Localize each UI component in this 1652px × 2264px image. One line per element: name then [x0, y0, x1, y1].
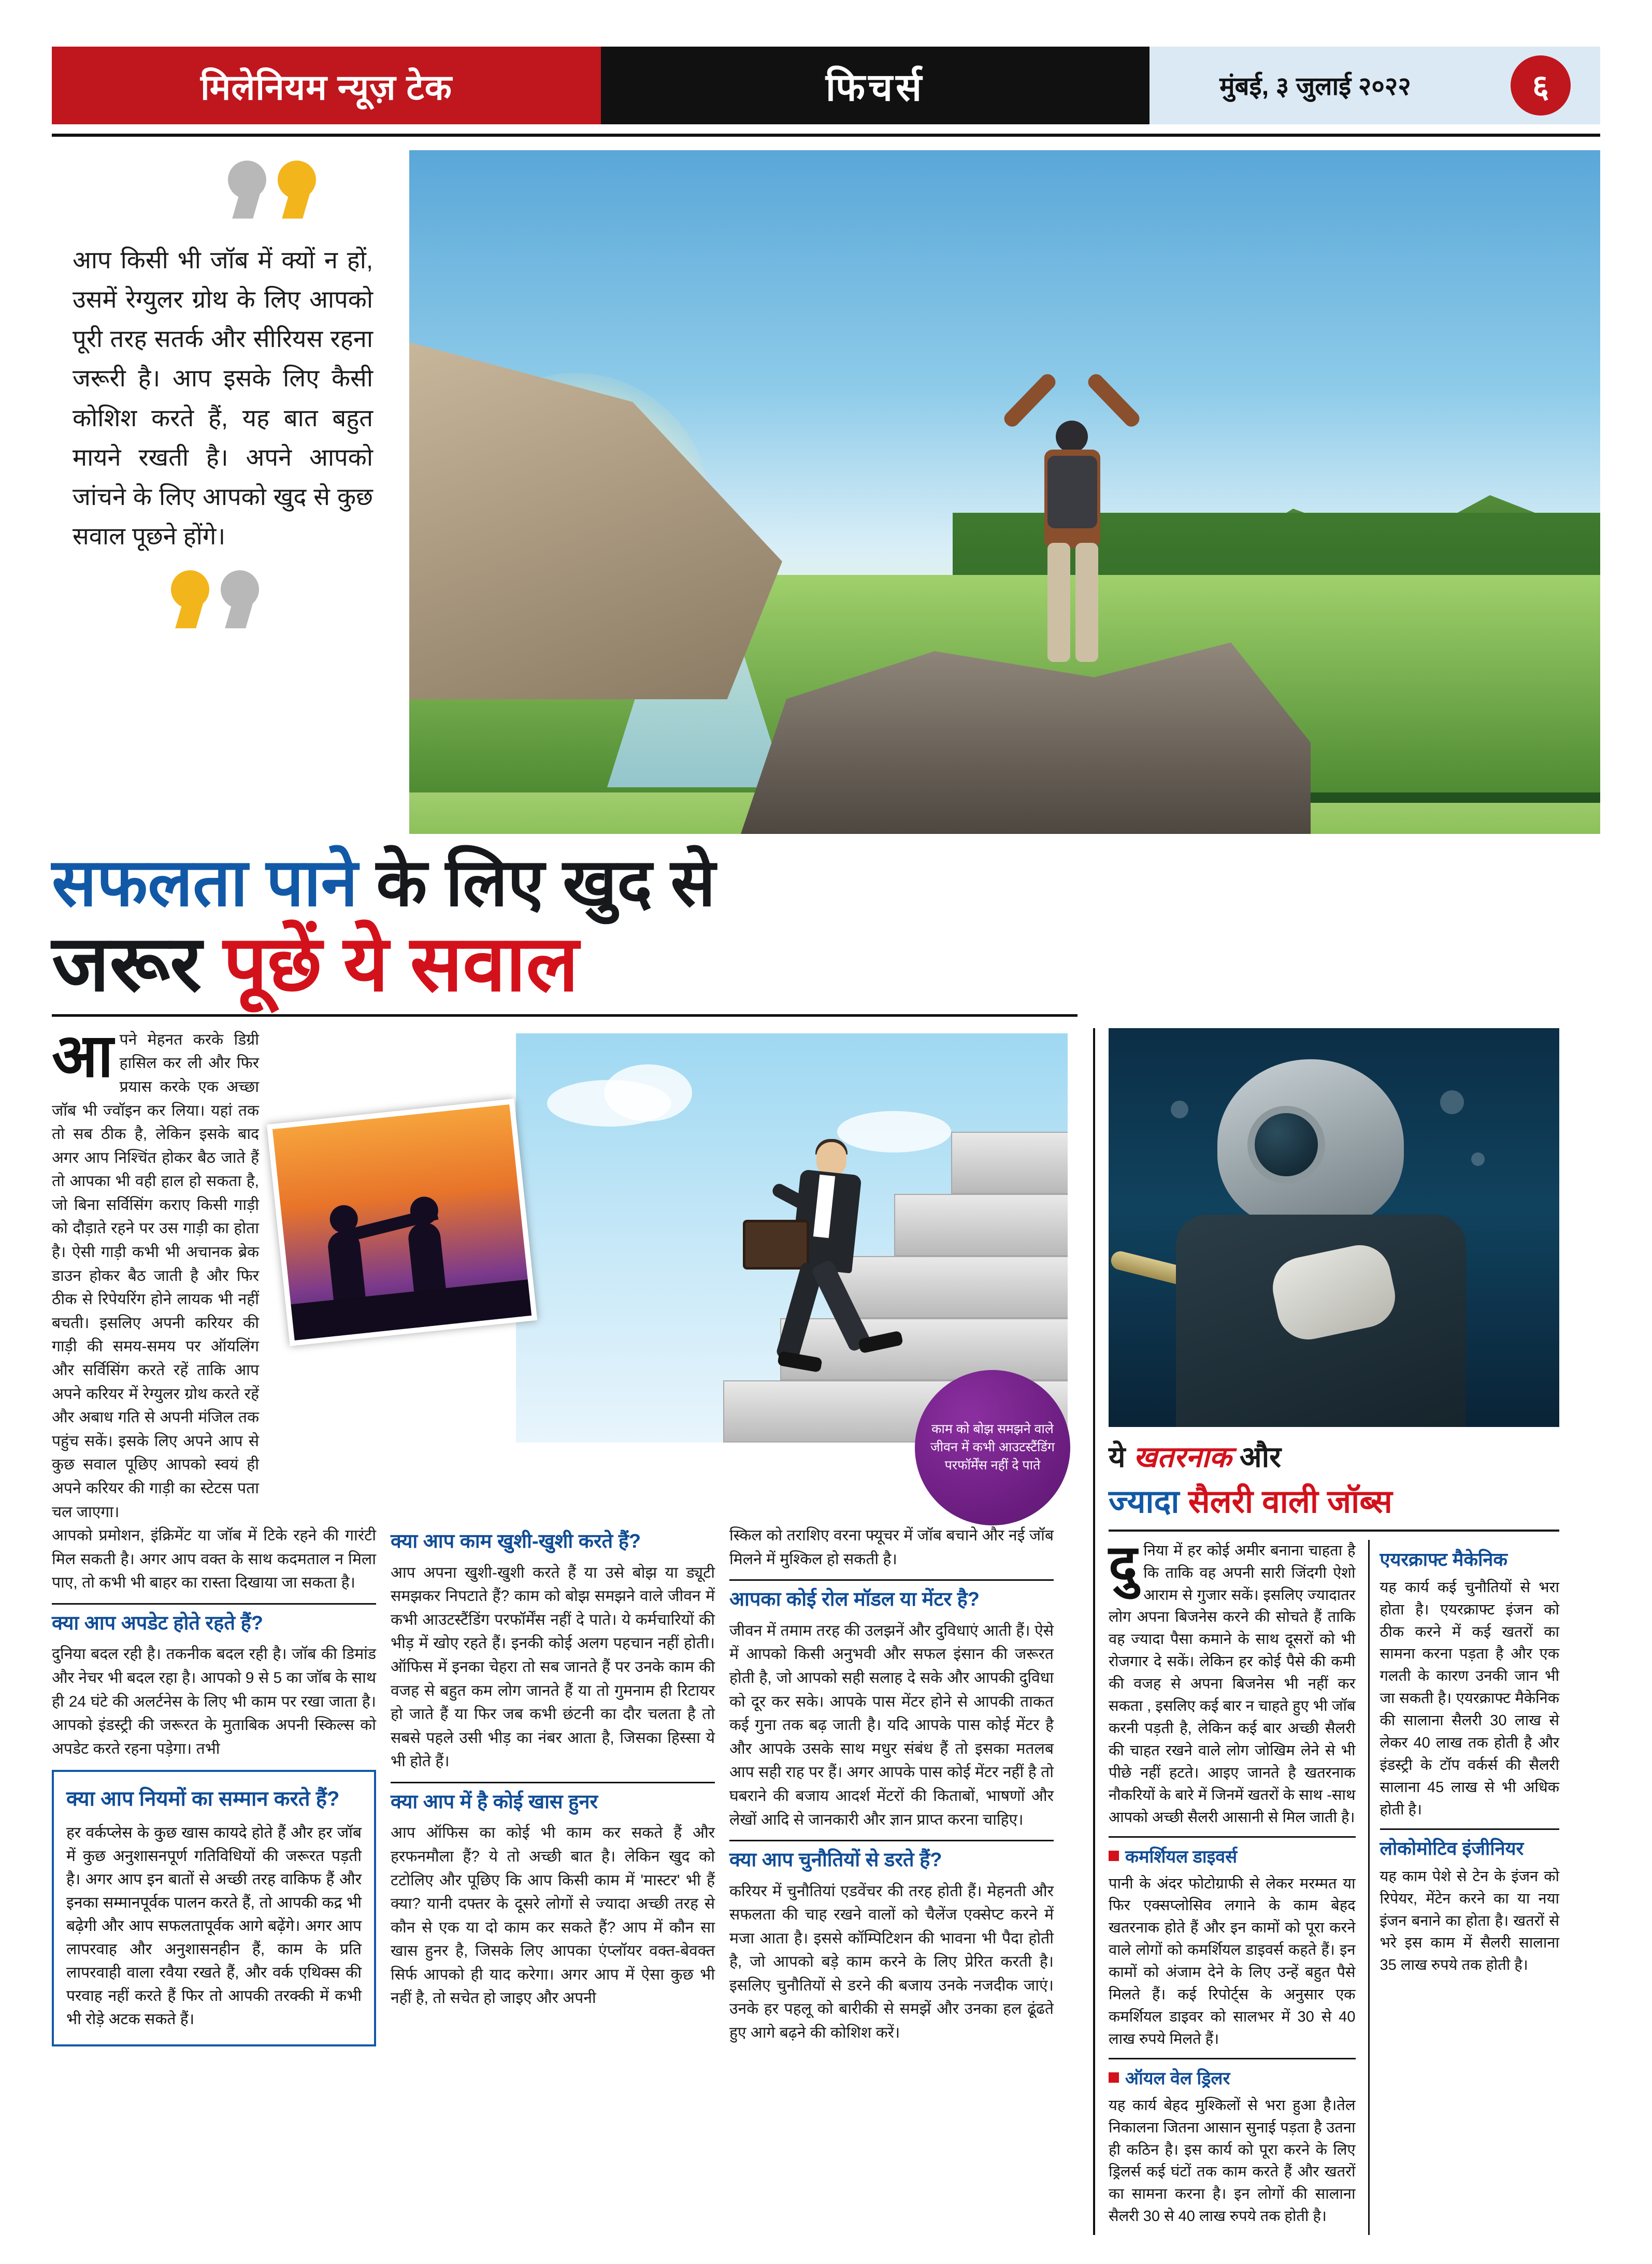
sidebar-headline-part1: ये [1109, 1440, 1126, 1473]
publication-logo: मिलेनियम न्यूज़ टेक [52, 47, 601, 124]
masthead [52, 47, 1600, 124]
sidebar-headline-part3: और [1239, 1440, 1282, 1473]
sidebar-subhead-aircraft-mechanic: एयरक्राफ्ट मैकेनिक [1380, 1548, 1508, 1570]
briefcase-icon [743, 1220, 809, 1270]
photo-teamwork-silhouette [267, 1099, 537, 1346]
headline-line1-part1: सफलता पाने [52, 846, 358, 920]
article-photo-group [272, 1028, 1070, 1473]
article-column-3 [729, 1524, 1054, 2053]
pull-quote-circle: काम को बोझ समझने वाले जीवन में कभी आउटस्टैंडिंग परफॉर्मेंस नहीं दे पाते [915, 1370, 1070, 1525]
top-block [52, 150, 1600, 834]
headline-line2-part2: पूछें ये सवाल [223, 920, 579, 1007]
subhead-role-model: आपका कोई रोल मॉडल या मेंटर है? [729, 1579, 1054, 1612]
square-bullet-icon [1109, 1851, 1119, 1861]
hero-photo-hiker-on-cliff [409, 150, 1600, 834]
sidebar-columns [1109, 1534, 1559, 2235]
sidebar-drop-cap: दु [1109, 1534, 1138, 1595]
subhead-challenges: क्या आप चुनौतियों से डरते हैं? [729, 1840, 1054, 1873]
sidebar-article [1093, 1028, 1559, 2235]
section-body-role-model: जीवन में तमाम तरह की उलझनें और दुविधाएं आती हैं। ऐसे में आपको किसी अनुभवी और सफल इंसान की जरूरत होती है, जो आपको सही सलाह दे सके और आपकी दुविधा को दूर कर सके। आपके पास मेंटर होने से आपकी ताकत कई गुना तक बढ़ जाती है। यदि आपके पास कोई मेंटर है और आपके उसके साथ मधुर संबंध हैं तो इसका मतलब आप सही राह पर हैं। अगर आपके पास कोई मेंटर नहीं है तो घबराने की बजाय आदर्श मेंटरों की किताबों, भाषणों और लेखों आदि से जानकारी और ज्ञान प्राप्त करना चाहिए। [729, 1622, 1054, 1828]
drop-cap: आ [52, 1021, 113, 1089]
page-number-holder [1481, 47, 1600, 124]
column3-continuation: स्किल को तराशिए वरना फ्यूचर में जॉब बचाने और नई जॉब मिलने में मुश्किल हो सकती है। [729, 1527, 1054, 1568]
intro-column [52, 150, 394, 834]
sidebar-body-locomotive-engineer: यह काम पेशे से टेन के इंजन को रिपेयर, मेंटेन करने का या नया इंजन बनाने का होता है। खतरों से भरे इस काम में सैलरी सालाना 35 लाख रुपये तक होती है। [1380, 1868, 1559, 1974]
sidebar-subhead-commercial-divers-label: कमर्शियल डाइवर्स [1125, 1847, 1238, 1867]
boxed-question-title: क्या आप नियमों का सम्मान करते हैं? [66, 1787, 340, 1811]
sidebar-column-secondary [1368, 1540, 1559, 2235]
subhead-happy-work: क्या आप काम खुशी-खुशी करते हैं? [391, 1531, 641, 1553]
sidebar-headline-part5: सैलरी वाली जॉब्स [1188, 1483, 1392, 1520]
quote-open-icon [228, 161, 373, 233]
main-headline-area [52, 847, 1600, 1017]
sidebar-headline [1109, 1436, 1559, 1522]
article-body-columns [52, 1524, 1078, 2053]
section-body-happy-work: आप अपना खुशी-खुशी करते हैं या उसे बोझ या ड्यूटी समझकर निपटाते हैं? काम को बोझ समझने वाले जीवन में कभी आउटस्टैंडिंग परफॉर्मेंस नहीं दे पाते। ये कर्मचारियों की भीड़ में खोए रहते हैं। इनकी कोई अलग पहचान नहीं होती। ऑफिस में इनका चेहरा तो सब जानते हैं पर उनके काम की वजह से बहुत कम लोग जानते हैं या तो गुमनाम ही रिटायर हो जाते हैं या फिर जब कभी छंटनी का दौर चलता है तो सबसे पहले उसी भीड़ का नंबर आता है, जिसका हिस्सा ये भी होते हैं। [391, 1564, 715, 1770]
boxed-question-body: हर वर्कप्लेस के कुछ खास कायदे होते हैं और हर जॉब में कुछ अनुशासनपूर्ण गतिविधियों की जरूरत पड़ती है। अगर आप इन बातों से अच्छी तरह वाकिफ हैं और इनका सम्मानपूर्वक पालन करते हैं, तो आपकी कद्र भी बढ़ेगी और आप सफलतापूर्वक आगे बढ़ेंगे। अगर आप लापरवाह और अनुशासनहीन हैं, काम के प्रति लापरवाही वाला रवैया रखते हैं, और वर्क एथिक्स की परवाह नहीं करते हैं फिर तो आपकी तरक्की में कभी भी रोड़े अटक सकते हैं। [66, 1824, 362, 2028]
subhead-update: क्या आप अपडेट होते रहते हैं? [52, 1603, 376, 1636]
section-body-special-skill: आप ऑफिस का कोई भी काम कर सकते हैं और हरफनमौला हैं? ये तो अच्छी बात है। लेकिन खुद को टटोलिए और पूछिए कि आप किसी काम में 'मास्टर' भी हैं क्या? यानी दफ्तर के दूसरे लोगों से ज्यादा अच्छी तरह से कौन से एक या दो काम कर सकते हैं? आप में कौन सा खास हुनर है, जिसके लिए आपका एंप्लॉयर वक्त-बेवक्त सिर्फ आपको ही याद करेगा। अगर आप में ऐसा कुछ भी नहीं है, तो सचेत हो जाइए और अपनी [391, 1824, 715, 2007]
article-top-area [52, 1021, 1078, 1524]
sidebar-column-main [1109, 1534, 1356, 2235]
hiker-figure [1000, 388, 1134, 679]
sidebar-lead-paragraph [1109, 1534, 1356, 1829]
header-divider [52, 134, 1600, 137]
section-body-challenges: करियर में चुनौतियां एडवेंचर की तरह होती हैं। मेहनती और सफलता की चाह रखने वालों को चैलेंज एक्सेप्ट करने में मजा आता है। इससे कॉम्पिटिशन की भावना भी पैदा होती है, जो आपको बड़े काम करने के लिए प्रेरित करती है। इसलिए चुनौतियों से डरने की बजाय उनके नजदीक जाएं। उनके हर पहलू को बारीकी से समझें और उनका हल ढूंढते हुए आगे बढ़ने की कोशिश करें। [729, 1882, 1054, 2042]
page-number: ६ [1511, 55, 1571, 116]
businessman-figure [739, 1142, 910, 1386]
photo-commercial-diver [1109, 1028, 1559, 1427]
content-area [52, 1021, 1600, 2235]
subhead-special-skill: क्या आप में है कोई खास हुनर [391, 1782, 715, 1815]
column1-continuation: आपको प्रमोशन, इंक्रिमेंट या जॉब में टिके रहने की गारंटी मिल सकती है। अगर आप वक्त के साथ कदमताल न मिला पाए, तो कभी भी बाहर का रास्ता दिखाया जा सकता है। [52, 1527, 376, 1592]
article-lead-paragraph [52, 1021, 259, 1524]
headline-line-1 [52, 847, 1078, 919]
sidebar-body-aircraft-mechanic: यह कार्य कई चुनौतियों से भरा होता है। एयरक्राफ्ट इंजन को ठीक करने में कई खतरों का सामना करना पड़ता है और एक गलती के कारण उनकी जान भी जा सकती है। एयरक्राफ्ट मैकेनिक की सालाना सैलरी 30 लाख से लेकर 40 लाख तक होती है और इंडस्ट्री के टॉप वर्कर्स की सैलरी सालाना 45 लाख से भी अधिक होती है। [1380, 1579, 1559, 1818]
article-first-column [52, 1021, 259, 1524]
headline-line2-part1: जरूर [52, 920, 202, 1007]
headline-line-2 [52, 920, 1078, 1007]
sidebar-subhead-oil-well-driller-label: ऑयल वेल ड्रिलर [1125, 2068, 1230, 2088]
sidebar-headline-part2: खतरनाक [1133, 1440, 1232, 1473]
section-title: फिचर्स [601, 47, 1150, 124]
quote-close-icon [171, 570, 373, 648]
headline-line1-part2: के लिए खुद से [376, 846, 716, 920]
section-body-update: दुनिया बदल रही है। तकनीक बदल रही है। जॉब की डिमांड और नेचर भी बदल रहा है। आपको 9 से 5 का जॉब के साथ ही 24 घंटे की अलर्टनेस के लिए भी काम पर रखा जाता है। आपको इंडस्ट्री की जरूरत के मुताबिक अपनी स्किल्स को अपडेट करते रहना पड़ेगा। तभी [52, 1646, 376, 1757]
sidebar-body-oil-well-driller: यह कार्य बेहद मुश्किलों से भरा हुआ है।तेल निकालना जितना आसान सुनाई पड़ता है उतना ही कठिन है। इस कार्य को पूरा करने के लिए ड्रिलर्स कई घंटों तक काम करते हैं और खतरों का सामना करना है। इन लोगों की सालाना सैलरी 30 से 40 लाख रुपये तक होती है। [1109, 2097, 1356, 2225]
sidebar-subhead-commercial-divers [1109, 1836, 1356, 1868]
article-column-2 [391, 1524, 715, 2053]
sidebar-lead-text: निया में हर कोई अमीर बनाना चाहता है कि ताकि वह अपनी सारी जिंदगी ऐशो आराम से गुजार सकें। इसलिए ज्यादातर लोग अपना बिजनेस करने की सोचते हैं ताकि वह ज्यादा पैसा कमाने के साथ दूसरों को भी रोजगार दे सकें। लेकिन हर कोई पैसे की कमी की वजह से अपना बिजनेस भी नहीं कर सकता , इसलिए कई बार न चाहते हुए भी जॉब करनी पड़ती है, लेकिन कई बार अच्छी सैलरी की चाहत रखने वाले लोग जोखिम लेने से भी पीछे नहीं हटते। आइए जानते है खतरनाक नौकरियों के बारे में जिनमें खतरों के साथ -साथ आपको अच्छी सैलरी आसानी से मिल जाती है। [1109, 1542, 1356, 1826]
article-lead-text: पने मेहनत करके डिग्री हासिल कर ली और फिर प्रयास करके एक अच्छा जॉब भी ज्वॉइन कर लिया। यहां तक तो सब ठीक है, लेकिन इसके बाद अगर आप निश्चिंत होकर बैठ जाते हैं तो आपका भी वही हाल हो सकता है, जो बिना सर्विसिंग कराए किसी गाड़ी को दौड़ाते रहने पर उस गाड़ी का होता है। ऐसी गाड़ी कभी भी अचानक ब्रेक डाउन होकर बैठ जाती है और फिर ठीक से रिपेयरिंग होने लायक भी नहीं बचती। इसलिए अपनी करियर की गाड़ी की समय-समय पर ऑयलिंग और सर्विसिंग करते रहें ताकि आप अपने करियर में रेग्युलर ग्रोथ करते रहें और अबाध गति से अपनी मंजिल तक पहुंच सकें। इसके लिए अपने आप से कुछ सवाल पूछिए आपको स्वयं ही अपने करियर की गाड़ी का स्टेटस पता चल जाएगा। [52, 1031, 259, 1521]
main-article [52, 1021, 1078, 2235]
square-bullet-icon [1109, 2072, 1119, 2083]
sidebar-subhead-oil-well-driller [1109, 2058, 1356, 2089]
sidebar-subhead-locomotive-engineer: लोकोमोटिव इंजीनियर [1380, 1828, 1559, 1861]
sidebar-body-commercial-divers: पानी के अंदर फोटोग्राफी से लेकर मरम्मत या फिर एक्सप्लोसिव लगाने के काम बेहद खतरनाक होते हैं और इन कामों को पूरा करने वाले लोगों को कमर्शियल डाइवर्स कहते हैं। इन कामों को अंजाम देने के लिए उन्हें बहुत पैसे मिलते हैं। कई रिपोर्ट्स के अनुसार एक कमर्शियल डाइवर को सालभर में 30 से 40 लाख रुपये मिलते हैं। [1109, 1875, 1356, 2047]
intro-text: आप किसी भी जॉब में क्यों न हों, उसमें रेग्युलर ग्रोथ के लिए आपको पूरी तरह सतर्क और सीरियस रहना जरूरी है। आप इसके लिए कैसी कोशिश करते हैं, यह बात बहुत मायने रखती है। अपने आपको जांचने के लिए आपको खुद से कुछ सवाल पूछने होंगे। [73, 246, 373, 550]
boxed-question-rules [52, 1770, 376, 2046]
article-column-1 [52, 1524, 376, 2053]
sidebar-headline-part4: ज्यादा [1109, 1483, 1180, 1520]
dateline: मुंबई, ३ जुलाई २०२२ [1150, 47, 1481, 124]
